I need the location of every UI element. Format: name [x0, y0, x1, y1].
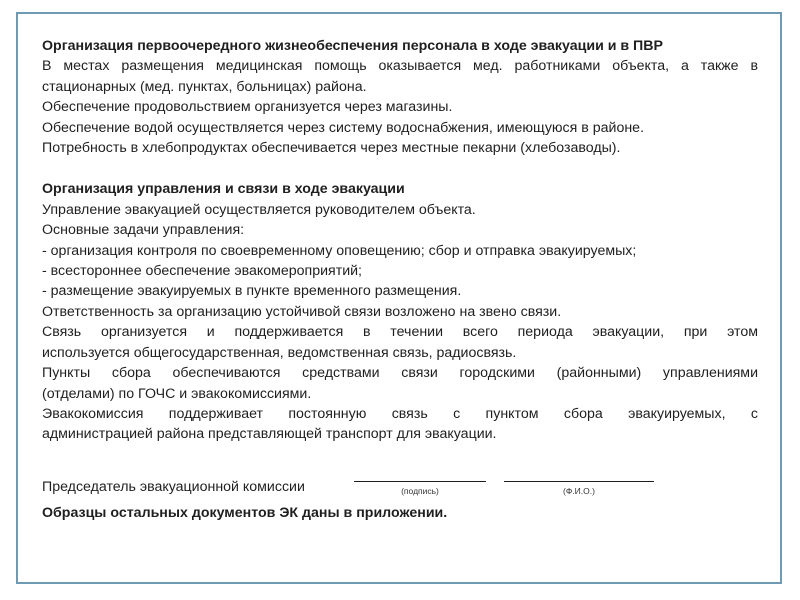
- signature-caption: (подпись): [401, 485, 439, 496]
- section2-line: Основные задачи управления:: [42, 222, 245, 239]
- section2-line: Пункты сбора обеспечиваются средствами связи городскими (районными) управлениями: [42, 365, 758, 382]
- section2-line: - всестороннее обеспечение эвакомероприятий;: [42, 263, 363, 280]
- signature-label: Председатель эвакуационной комиссии: [42, 478, 305, 495]
- section2-line: Управление эвакуацией осуществляется руководителем объекта.: [42, 201, 476, 218]
- section2-line: Связь организуется и поддерживается в течении всего периода эвакуации, при этом: [42, 324, 758, 341]
- signature-row: [42, 467, 758, 497]
- full-name-line[interactable]: [504, 467, 654, 482]
- signature-field: [354, 467, 486, 497]
- section2-line: - организация контроля по своевременному оповещению; сбор и отправка эвакуируемых;: [42, 242, 637, 259]
- section2-line: - размещение эвакуируемых в пункте временного размещения.: [42, 283, 462, 300]
- section2-heading: Организация управления и связи в ходе эвакуации: [42, 181, 405, 198]
- section1-line: Обеспечение водой осуществляется через систему водоснабжения, имеющуюся в районе.: [42, 119, 645, 136]
- document-body: [42, 36, 758, 523]
- signature-line[interactable]: [354, 467, 486, 482]
- section2-line: администрацией района представляющей транспорт для эвакуации.: [42, 426, 497, 443]
- section2-line: (отделами) по ГОЧС и эвакокомиссиями.: [42, 385, 312, 402]
- full-name-caption: (Ф.И.О.): [563, 485, 595, 496]
- section2-line: используется общегосударственная, ведомственная связь, радиосвязь.: [42, 344, 517, 361]
- section1-line: Потребность в хлебопродуктах обеспечивается через местные пекарни (хлебозаводы).: [42, 140, 621, 157]
- section2-line: Эвакокомиссия поддерживает постоянную связь с пунктом сбора эвакуируемых, с: [42, 405, 758, 422]
- section2-line: Ответственность за организацию устойчивой связи возложено на звено связи.: [42, 303, 562, 320]
- section-spacer: [42, 158, 758, 179]
- section1-heading: Организация первоочередного жизнеобеспечения персонала в ходе эвакуации и в ПВР: [42, 38, 663, 54]
- section1-line: Обеспечение продовольствием организуется через магазины.: [42, 99, 453, 116]
- footer-note: Образцы остальных документов ЭК даны в приложении.: [42, 504, 448, 521]
- section1-line: В местах размещения медицинская помощь оказывается мед. работниками объекта, а также в: [42, 58, 758, 75]
- full-name-field: [504, 467, 654, 497]
- section1-line: стационарных (мед. пунктах, больницах) района.: [42, 78, 367, 95]
